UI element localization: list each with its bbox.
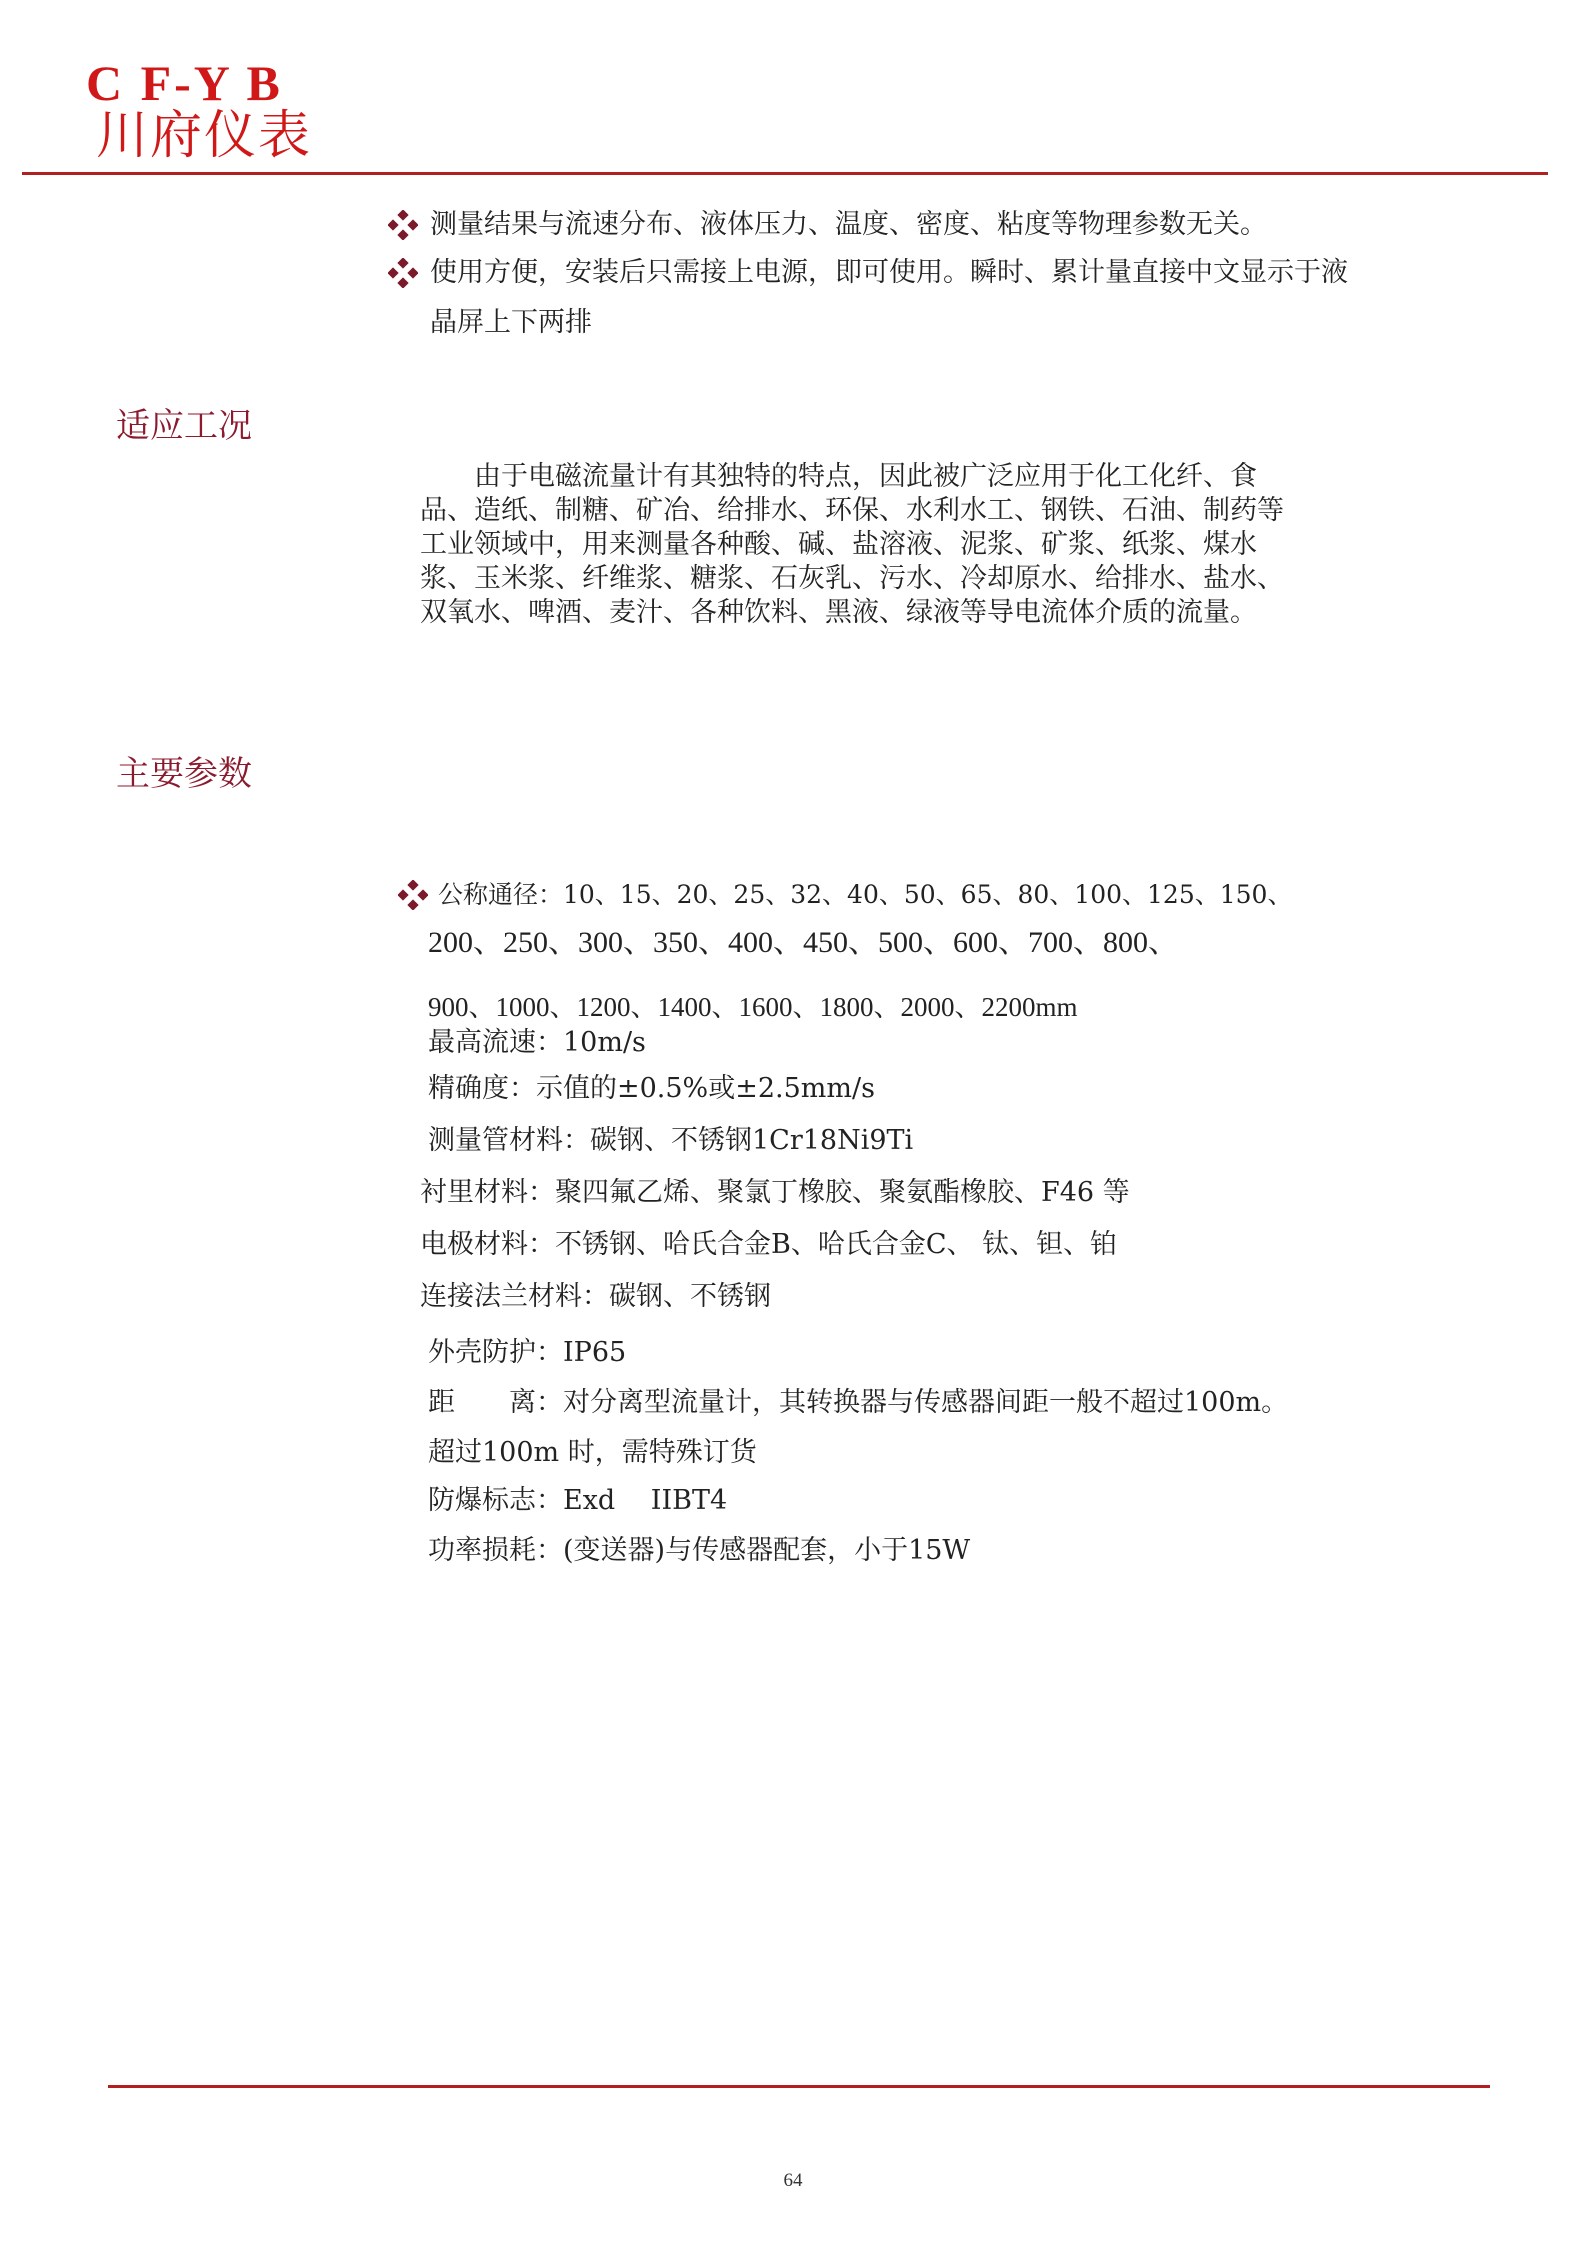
param-diameter-continued: 900、1000、1200、1400、1600、1800、2000、2200mm (428, 992, 1078, 1022)
header-divider (22, 172, 1548, 175)
feature-item-continuation: 晶屏上下两排 (430, 307, 592, 338)
param-power: 功率损耗：(变送器)与传感器配套，小于15W (428, 1535, 971, 1566)
param-explosion-proof: 防爆标志：Exd IIBT4 (428, 1485, 728, 1516)
paragraph-line: 双氧水、啤酒、麦汁、各种饮料、黑液、绿液等导电流体介质的流量。 (420, 597, 1257, 628)
paragraph-line: 由于电磁流量计有其独特的特点，因此被广泛应用于化工化纤、食 (474, 461, 1257, 492)
paragraph-line: 工业领域中，用来测量各种酸、碱、盐溶液、泥浆、矿浆、纸浆、煤水 (420, 529, 1257, 560)
param-flange-material: 连接法兰材料：碳钢、不锈钢 (420, 1281, 771, 1312)
feature-item: 使用方便，安装后只需接上电源，即可使用。瞬时、累计量直接中文显示于液 (430, 257, 1348, 288)
param-diameter: 公称通径：10、15、20、25、32、40、50、65、80、100、125、150、 (438, 880, 1293, 909)
logo-chinese-text: 川府仪表 (96, 106, 313, 166)
param-max-velocity: 最高流速：10m/s (428, 1027, 646, 1058)
param-tube-material: 测量管材料：碳钢、不锈钢1Cr18Ni9Ti (428, 1125, 914, 1156)
paragraph-line: 品、造纸、制糖、矿冶、给排水、环保、水利水工、钢铁、石油、制药等 (420, 495, 1284, 526)
paragraph-line: 浆、玉米浆、纤维浆、糖浆、石灰乳、污水、冷却原水、给排水、盐水、 (420, 563, 1284, 594)
param-diameter-continued: 200、250、300、350、400、450、500、600、700、800、 (428, 926, 1178, 959)
param-distance-continued: 超过100m 时，需特殊订货 (428, 1437, 757, 1468)
applications-paragraph (420, 460, 1330, 630)
section-heading-parameters: 主要参数 (116, 754, 252, 794)
footer-divider (108, 2085, 1490, 2088)
param-electrode-material: 电极材料：不锈钢、哈氏合金B、哈氏合金C、 钛、钽、铂 (420, 1229, 1118, 1260)
four-diamond-bullet-icon (398, 880, 428, 910)
logo-latin-text: C F-Y B (86, 55, 283, 111)
page-number: 64 (783, 2170, 803, 2191)
param-accuracy: 精确度：示值的±0.5%或±2.5mm/s (428, 1073, 875, 1104)
four-diamond-bullet-icon (388, 210, 418, 240)
feature-item: 测量结果与流速分布、液体压力、温度、密度、粘度等物理参数无关。 (430, 209, 1267, 240)
param-distance: 距 离：对分离型流量计，其转换器与传感器间距一般不超过100m。 (428, 1387, 1289, 1418)
section-heading-applications: 适应工况 (116, 406, 252, 446)
param-enclosure: 外壳防护：IP65 (428, 1337, 627, 1368)
four-diamond-bullet-icon (388, 258, 418, 288)
param-lining-material: 衬里材料：聚四氟乙烯、聚氯丁橡胶、聚氨酯橡胶、F46 等 (420, 1177, 1130, 1208)
